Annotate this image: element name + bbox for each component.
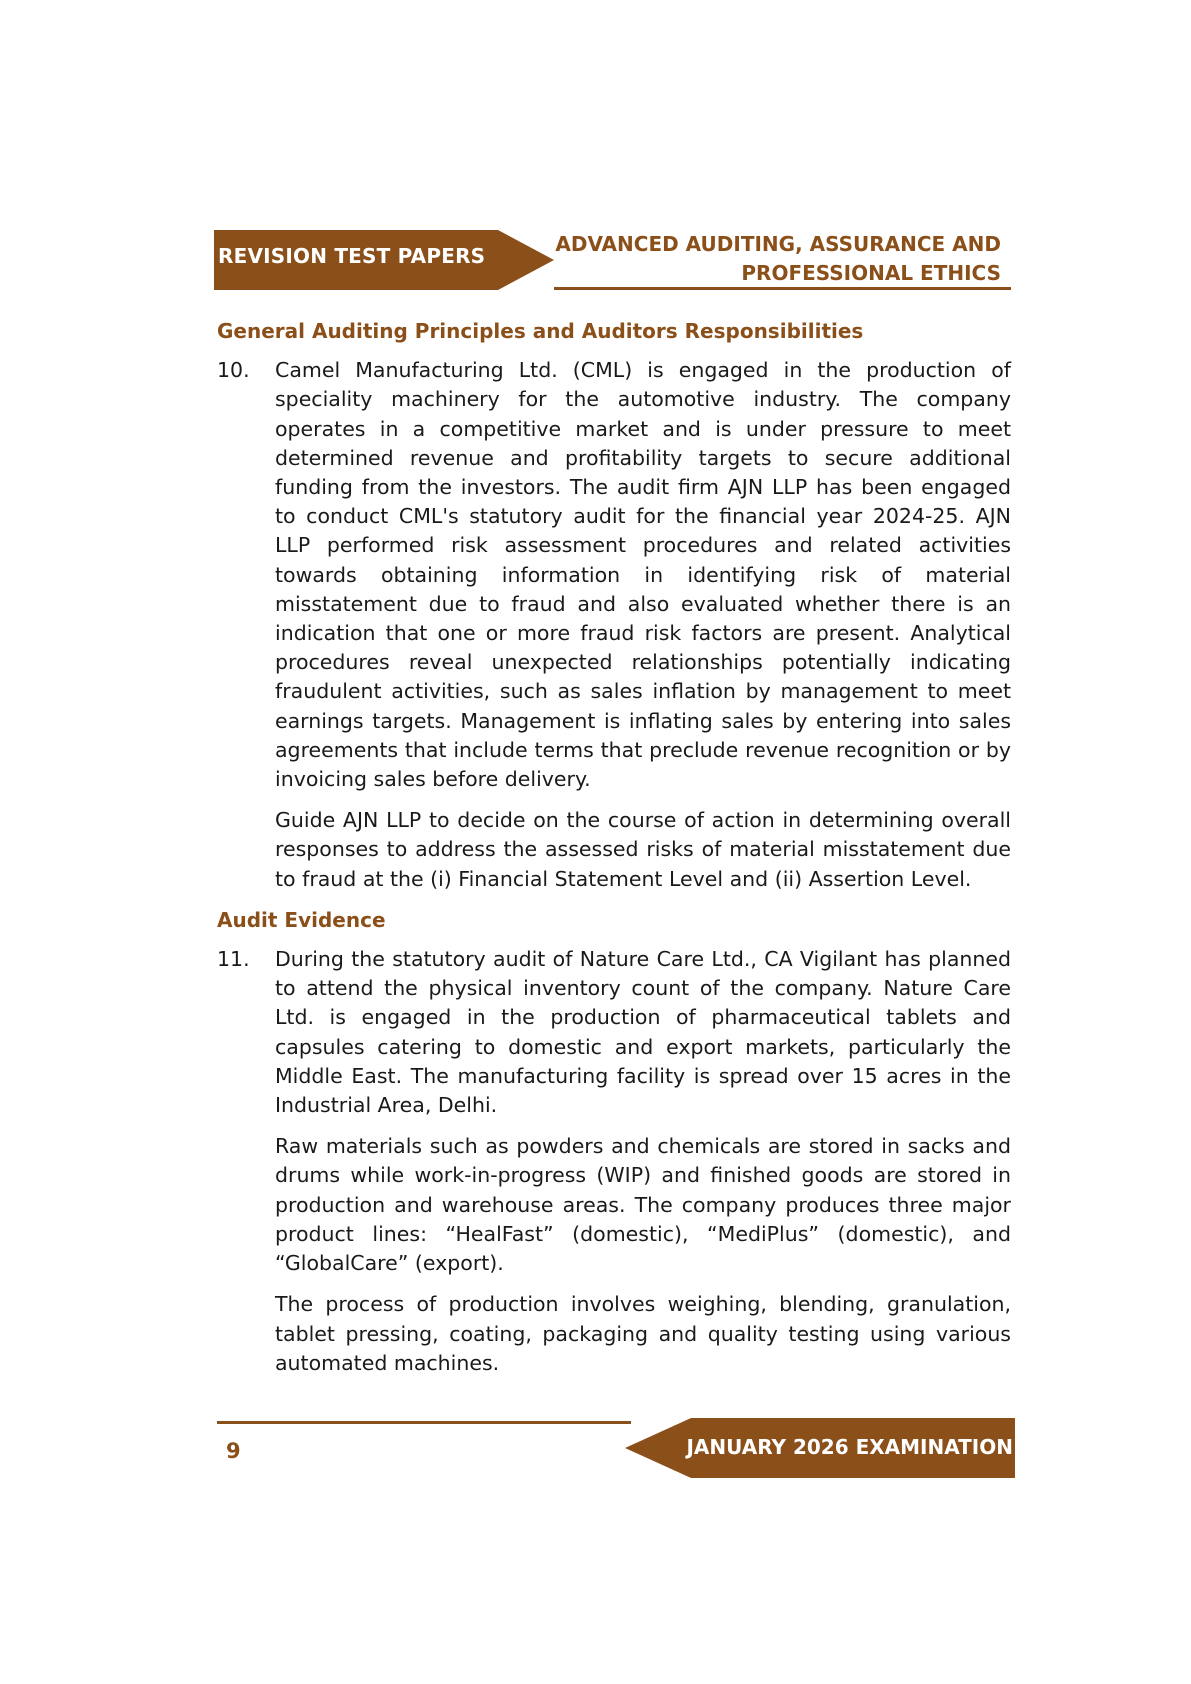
question-number: 11. [217, 947, 250, 972]
footer-rule [217, 1421, 631, 1424]
footer-banner [625, 1418, 1015, 1478]
question-10 [217, 356, 1011, 894]
question-paragraph: Guide AJN LLP to decide on the course of action in determining overall responses to address the assessed risks of material misstatement due to fraud at the (i) Financial Statement Level and (ii) Assertion Level. [275, 808, 1011, 891]
header-banner [214, 230, 554, 290]
question-11 [217, 945, 1011, 1378]
question-paragraph: Camel Manufacturing Ltd. (CML) is engaged in the production of speciality machinery for the automotive industry. The company operates in a competitive market and is under pressure to meet determined revenue and profitability targets to secure additional funding from the investors. The audit firm AJN LLP has been engaged to conduct CML's statutory audit for the financial year 2024-25. AJN LLP performed risk assessment procedures and related activities towards obtaining information in identifying risk of material misstatement due to fraud and also evaluated whether there is an indication that one or more fraud risk factors are present. Analytical procedures reveal unexpected relationships potentially indicating fraudulent activities, such as sales inflation by management to meet earnings targets. Management is inflating sales by entering into sales agreements that include terms that preclude revenue recognition or by invoicing sales before delivery. [275, 358, 1011, 792]
question-paragraph: Raw materials such as powders and chemicals are stored in sacks and drums while work-in-progress (WIP) and finished goods are stored in production and warehouse areas. The company produces three major product lines: “HealFast” (domestic), “MediPlus” (domestic), and “GlobalCare” (export). [275, 1134, 1011, 1276]
section-general-auditing [217, 317, 1011, 894]
document-body [217, 317, 1011, 1390]
section-title: General Auditing Principles and Auditors Responsibilities [217, 319, 864, 343]
page-number: 9 [226, 1439, 241, 1463]
question-number: 10. [217, 358, 250, 383]
section-title: Audit Evidence [217, 907, 386, 932]
footer-exam-label: JANUARY 2026 EXAMINATION [686, 1435, 1013, 1459]
header-left-label: REVISION TEST PAPERS [218, 244, 486, 268]
question-paragraph: During the statutory audit of Nature Care Ltd., CA Vigilant has planned to attend the physical inventory count of the company. Nature Care Ltd. is engaged in the production of pharmaceutical tablets and capsules catering to domestic and export markets, particularly the Middle East. The manufacturing facility is spread over 15 acres in the Industrial Area, Delhi. [275, 947, 1011, 1118]
header-subject [555, 230, 1001, 288]
header-rule [554, 287, 1011, 290]
section-audit-evidence [217, 906, 1011, 1378]
question-paragraph: The process of production involves weighing, blending, granulation, tablet pressing, coating, packaging and quality testing using various automated machines. [275, 1292, 1011, 1375]
header-subject-line2: PROFESSIONAL ETHICS [741, 261, 1001, 285]
header-subject-line1: ADVANCED AUDITING, ASSURANCE AND [555, 232, 1001, 256]
